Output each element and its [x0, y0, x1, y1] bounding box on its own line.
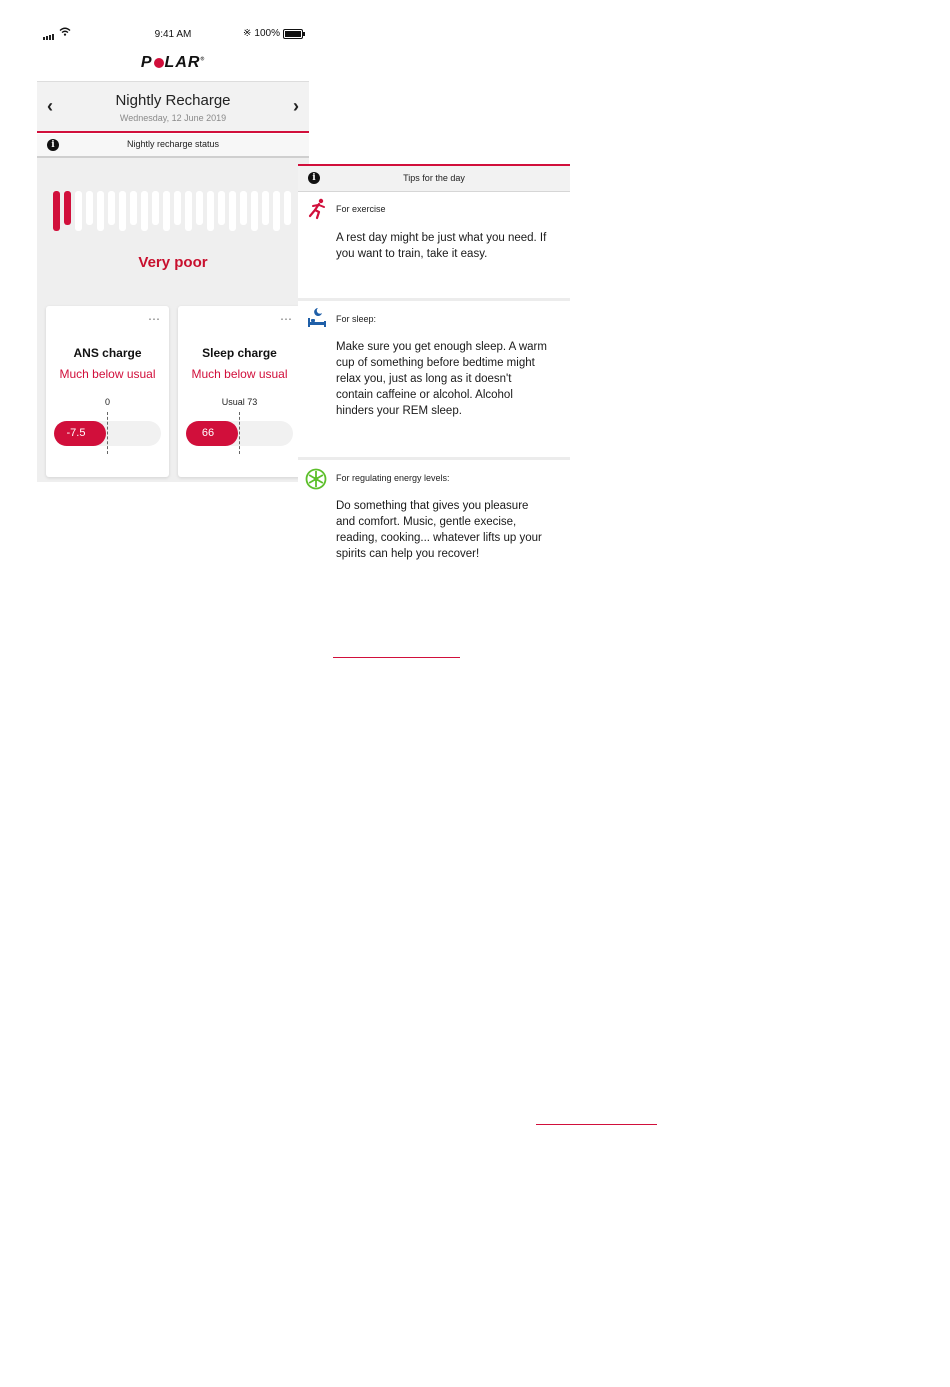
card-title: ANS charge [73, 346, 142, 360]
value-pill: -7.5 [54, 421, 106, 446]
scale-segment [108, 191, 115, 225]
link-underline[interactable] [536, 1124, 657, 1125]
ans-charge-card[interactable] [46, 306, 169, 477]
scale-segment [207, 191, 214, 231]
scale-segment [284, 191, 291, 225]
bed-moon-icon [306, 307, 328, 334]
tips-header[interactable] [298, 164, 570, 192]
scale-segment [86, 191, 93, 225]
tip-divider [298, 457, 570, 460]
sleep-charge-card[interactable] [178, 306, 301, 477]
header-divider [37, 131, 309, 133]
card-reference: 0 [104, 397, 110, 407]
bluetooth-icon: ※ [243, 28, 252, 39]
more-options-icon[interactable]: ⋯ [148, 312, 161, 326]
scale-segment [64, 191, 71, 225]
scale-segment [185, 191, 192, 231]
scale-segment [53, 191, 60, 231]
tip-text-energy: Do something that gives you pleasure and comfort. Music, gentle execise, reading, cooking... whatever lifts up your spirits can help you recover! [336, 500, 542, 560]
link-underline[interactable] [333, 657, 460, 658]
scale-segment [152, 191, 159, 225]
scale-segment [251, 191, 258, 231]
status-body [37, 158, 309, 482]
status-time: 9:41 AM [154, 29, 192, 40]
info-icon[interactable]: i [47, 139, 59, 151]
scale-segment [119, 191, 126, 231]
nightly-recharge-screen [37, 20, 309, 482]
card-status: Much below usual [191, 367, 288, 381]
scale-segment [218, 191, 225, 225]
card-status: Much below usual [59, 367, 156, 381]
card-title: Sleep charge [202, 346, 277, 360]
scale-segment [240, 191, 247, 225]
screen-header [37, 81, 309, 132]
tip-label-exercise: For exercise [336, 204, 386, 214]
chevron-left-icon[interactable]: ‹ [47, 96, 53, 116]
chevron-right-icon[interactable]: › [293, 96, 299, 116]
recharge-rating: Very poor [138, 254, 208, 271]
scale-segment [262, 191, 269, 225]
scale-segment [229, 191, 236, 231]
tip-text-exercise: A rest day might be just what you need. If you want to train, take it easy. [336, 232, 547, 260]
tips-header-label: Tips for the day [403, 173, 465, 183]
tip-label-sleep: For sleep: [336, 314, 377, 324]
more-options-icon[interactable]: ⋯ [280, 312, 293, 326]
reference-line [107, 412, 108, 454]
status-section-label: Nightly recharge status [126, 139, 220, 149]
status-bar [37, 20, 309, 50]
battery-indicator [243, 28, 303, 39]
value-pill: 66 [186, 421, 238, 446]
tip-divider [298, 298, 570, 301]
tip-label-energy: For regulating energy levels: [336, 473, 450, 483]
battery-icon [283, 29, 303, 39]
status-info-bar[interactable] [37, 134, 309, 158]
polar-logo: P LAR® [140, 54, 206, 71]
scale-segment [163, 191, 170, 231]
scale-segment [141, 191, 148, 231]
scale-segment [130, 191, 137, 225]
energy-wheel-icon [305, 468, 327, 495]
scale-segment [196, 191, 203, 225]
tips-panel [298, 164, 570, 594]
info-icon[interactable]: i [308, 172, 320, 184]
scale-segment [75, 191, 82, 231]
running-person-icon [306, 198, 328, 225]
reference-line [239, 412, 240, 454]
battery-percent: 100% [254, 28, 280, 39]
scale-segment [273, 191, 280, 231]
tip-text-sleep: Make sure you get enough sleep. A warm cup of something before bedtime might relax you, just as long as it doesn't contain caffeine or alcohol. Alcohol hinders your REM sleep. [336, 341, 547, 417]
page-date: Wednesday, 12 June 2019 [119, 113, 227, 123]
page-title: Nightly Recharge [115, 92, 231, 109]
card-reference: Usual 73 [221, 397, 258, 407]
scale-segment [174, 191, 181, 225]
scale-segment [97, 191, 104, 231]
